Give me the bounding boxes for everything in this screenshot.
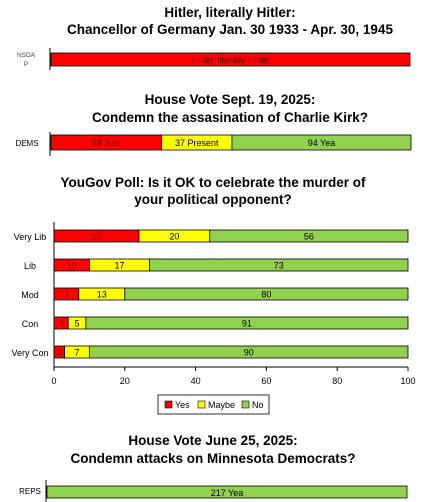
chart1-title-line2: Chancellor of Germany Jan. 30 1933 - Apr. 30, 1945 bbox=[67, 22, 393, 37]
chart3-data-label-yes-1: 10 bbox=[66, 260, 77, 271]
chart3-category-label-1: Lib bbox=[23, 261, 37, 271]
chart1-bar-label: Hitler, literally Hitler bbox=[191, 55, 270, 65]
chart3-data-label-maybe-4: 7 bbox=[74, 347, 80, 358]
chart4-bar-label: 217 Yea bbox=[210, 488, 244, 498]
chart2-segment-nea-label: 58 Nea bbox=[91, 138, 121, 148]
chart3-data-label-maybe-2: 13 bbox=[96, 289, 107, 300]
chart2-segment-present-label: 37 Present bbox=[174, 138, 219, 148]
chart3-tick-label-3: 60 bbox=[261, 376, 272, 386]
chart3-tick-label-1: 20 bbox=[119, 376, 130, 386]
chart3-data-label-yes-2: 7 bbox=[63, 289, 69, 300]
chart4-title-line2: Condemn attacks on Minnesota Democrats? bbox=[70, 451, 356, 466]
chart3-data-label-no-3: 91 bbox=[241, 318, 252, 329]
legend-label-yes: Yes bbox=[175, 400, 190, 410]
chart3-category-label-3: Con bbox=[21, 319, 39, 329]
chart2-title-line1: House Vote Sept. 19, 2025: bbox=[144, 92, 316, 107]
chart3-data-label-maybe-3: 5 bbox=[74, 318, 80, 329]
chart3-tick-label-2: 40 bbox=[190, 376, 201, 386]
chart2-category-label: DEMS bbox=[15, 139, 39, 148]
chart3-data-label-no-1: 73 bbox=[273, 260, 284, 271]
chart3-data-label-yes-0: 24 bbox=[91, 231, 102, 242]
chart3-data-label-maybe-0: 20 bbox=[169, 231, 180, 242]
legend-swatch-yes bbox=[165, 401, 172, 408]
chart3-data-label-maybe-1: 17 bbox=[114, 260, 125, 271]
chart4-title-line1: House Vote June 25, 2025: bbox=[128, 433, 298, 448]
chart3-data-label-no-4: 90 bbox=[243, 347, 254, 358]
chart3-title-line1: YouGov Poll: Is it OK to celebrate the murder of bbox=[60, 175, 366, 190]
chart3-tick-label-0: 0 bbox=[51, 376, 57, 386]
chart2-segment-yea-label: 94 Yea bbox=[307, 138, 336, 148]
chart3-data-label-yes-4: 3 bbox=[56, 347, 62, 358]
chart1-category-label-line2: P bbox=[23, 61, 29, 68]
chart3-bars bbox=[11, 230, 408, 358]
chart3-title-line2: your political opponent? bbox=[134, 192, 292, 207]
chart3-data-label-no-0: 56 bbox=[303, 231, 314, 242]
legend-label-no: No bbox=[252, 400, 264, 410]
chart1-title-line1: Hitler, literally Hitler: bbox=[164, 5, 296, 20]
legend-swatch-no bbox=[242, 401, 249, 408]
chart3-data-label-yes-3: 4 bbox=[58, 318, 64, 329]
chart3-tick-label-4: 80 bbox=[332, 376, 343, 386]
chart3-data-label-no-2: 80 bbox=[261, 289, 272, 300]
chart4-category-label: REPS bbox=[19, 487, 41, 496]
chart3-category-label-0: Very Lib bbox=[13, 232, 47, 242]
chart2-title-line2: Condemn the assasination of Charlie Kirk? bbox=[91, 110, 369, 125]
legend-label-maybe: Maybe bbox=[208, 400, 236, 410]
chart3-category-label-4: Very Con bbox=[11, 348, 49, 358]
chart3-ticks bbox=[51, 367, 415, 386]
legend-swatch-maybe bbox=[198, 401, 205, 408]
chart1-category-label-line1: NSDA bbox=[16, 52, 36, 59]
chart3-tick-label-5: 100 bbox=[400, 376, 416, 386]
chart3-category-label-2: Mod bbox=[21, 290, 39, 300]
